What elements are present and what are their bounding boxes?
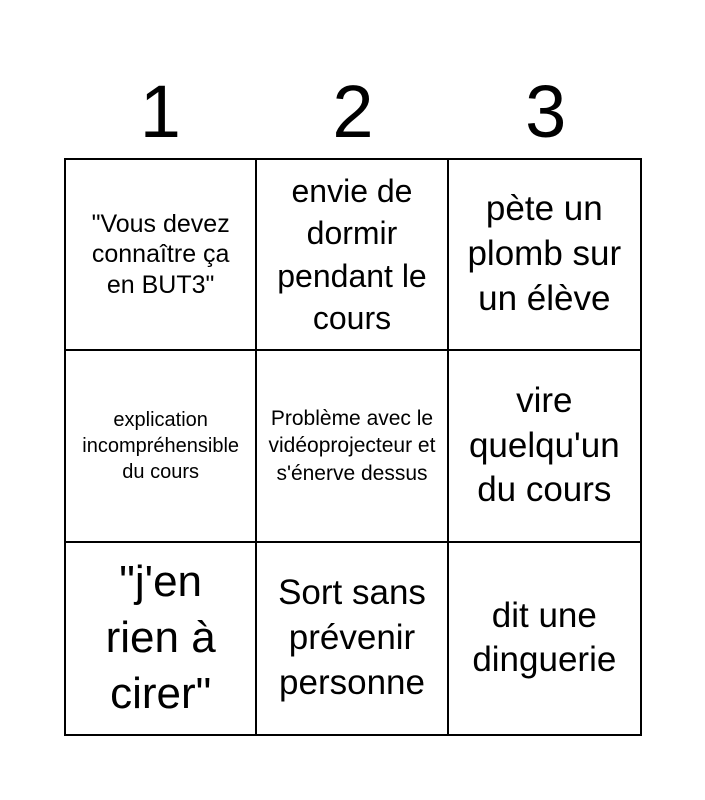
- bingo-grid: [64, 158, 642, 736]
- bingo-cell-text: vire quelqu'un du cours: [468, 380, 620, 510]
- bingo-cell-text: dit une dinguerie: [472, 595, 617, 680]
- bingo-cell[interactable]: [66, 351, 257, 542]
- bingo-cell[interactable]: [257, 351, 448, 542]
- bingo-cell[interactable]: [257, 543, 448, 734]
- bingo-cell-text: explication incompréhensible du cours: [82, 408, 240, 483]
- bingo-cell[interactable]: [449, 543, 640, 734]
- column-header-row: [64, 72, 642, 152]
- bingo-cell[interactable]: [257, 160, 448, 351]
- column-number-3: 3: [525, 70, 567, 153]
- bingo-cell[interactable]: [449, 351, 640, 542]
- column-number-1: 1: [139, 70, 181, 153]
- bingo-cell[interactable]: [66, 543, 257, 734]
- bingo-cell[interactable]: [66, 160, 257, 351]
- bingo-cell-text: Problème avec le vidéoprojecteur et s'énerve dessus: [268, 407, 436, 485]
- column-number-2: 2: [332, 70, 374, 153]
- bingo-cell-text: envie de dormir pendant le cours: [277, 173, 427, 336]
- bingo-cell-text: "j'en rien à cirer": [105, 556, 216, 719]
- bingo-cell-text: "Vous devez connaître ça en BUT3": [91, 209, 230, 299]
- bingo-cell-text: Sort sans prévenir personne: [278, 573, 426, 702]
- bingo-cell-text: pète un plomb sur un élève: [467, 189, 622, 319]
- bingo-cell[interactable]: [449, 160, 640, 351]
